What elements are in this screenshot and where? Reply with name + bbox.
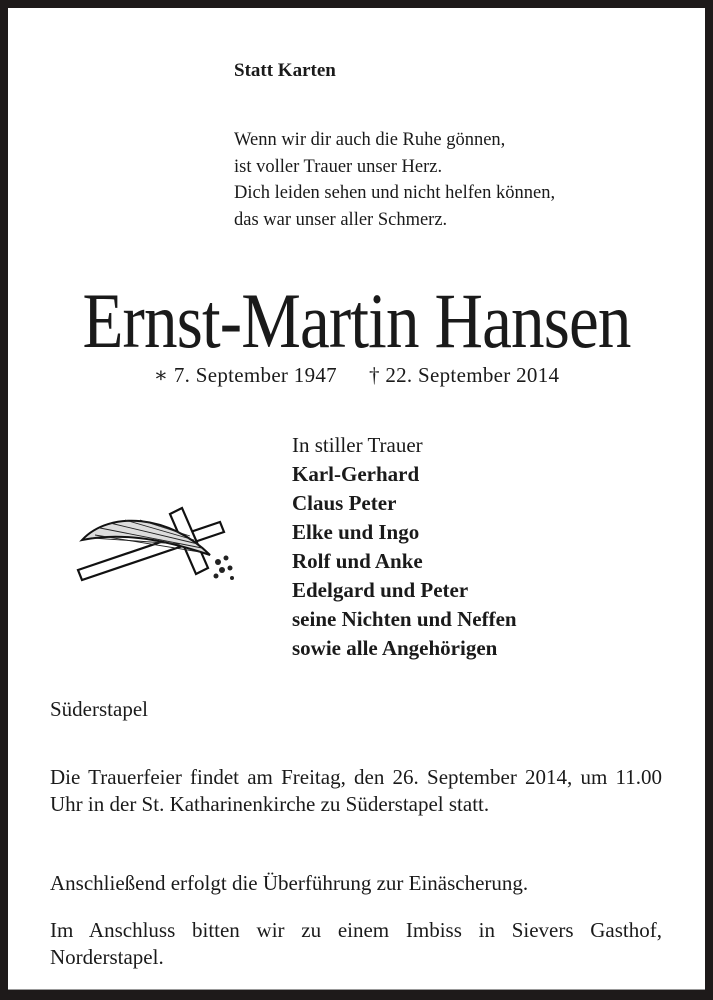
deceased-name: Ernst-Martin Hansen — [82, 277, 631, 364]
cross-with-palm-icon — [70, 500, 240, 590]
poem-line: ist voller Trauer unser Herz. — [234, 156, 443, 177]
death-date: † 22. September 2014 — [368, 363, 560, 387]
poem — [234, 127, 555, 233]
mourners-intro: In stiller Trauer — [292, 433, 423, 457]
notice-header: Statt Karten — [234, 60, 336, 81]
life-dates — [8, 363, 705, 388]
obituary-notice — [8, 8, 705, 990]
mourner: Elke und Ingo — [292, 520, 420, 544]
poem-line: Dich leiden sehen und nicht helfen können, — [234, 183, 556, 203]
reception-paragraph: Im Anschluss bitten wir zu einem Imbiss in Sievers Gasthof, Norderstapel. — [50, 918, 662, 969]
mourner: Rolf und Anke — [292, 549, 423, 573]
poem-line: Wenn wir dir auch die Ruhe gönnen, — [234, 130, 506, 150]
birth-date: ∗ 7. September 1947 — [153, 363, 337, 387]
mourner: sowie alle Angehörigen — [292, 636, 498, 660]
mourner: seine Nichten und Neffen — [292, 607, 517, 631]
cremation-paragraph: Anschließend erfolgt die Überführung zur Einäscherung. — [50, 871, 529, 895]
poem-line: das war unser aller Schmerz. — [234, 209, 448, 230]
mourner: Karl-Gerhard — [292, 462, 420, 486]
mourner: Claus Peter — [292, 491, 397, 515]
mourner: Edelgard und Peter — [292, 578, 469, 602]
mourners-list — [292, 431, 517, 663]
funeral-service-paragraph: Die Trauerfeier findet am Freitag, den 26. September 2014, um 11.00 Uhr in der St. Katharinenkirche zu Süderstapel statt. — [50, 765, 662, 816]
place: Süderstapel — [50, 697, 148, 721]
